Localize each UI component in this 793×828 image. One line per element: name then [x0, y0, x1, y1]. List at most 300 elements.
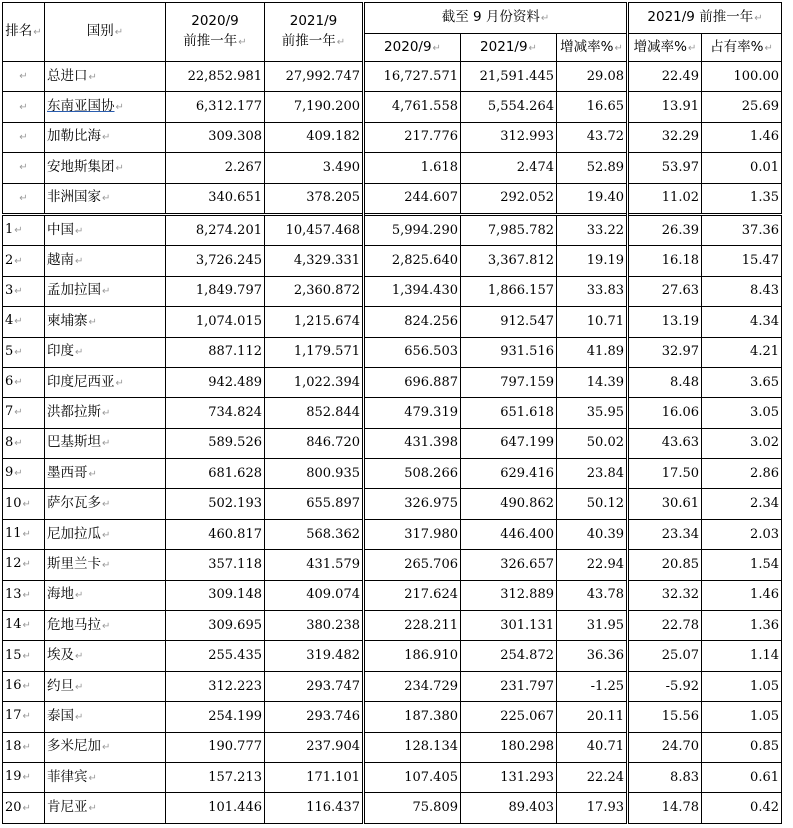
paragraph-mark: ↵	[14, 225, 23, 237]
ytd-change-cell: 19.19	[557, 246, 628, 276]
rank-cell	[3, 641, 45, 671]
rank-value: 14	[5, 617, 22, 633]
country-name-cell	[45, 122, 166, 152]
r-change-cell: 26.39	[628, 214, 702, 245]
paragraph-mark: ↵	[14, 407, 23, 419]
r-change-cell: 22.78	[628, 611, 702, 641]
r-change-cell: 17.50	[628, 459, 702, 489]
country-name: 斯里兰卡	[47, 555, 101, 572]
paragraph-mark: ↵	[22, 498, 31, 510]
country-name: 肯尼亚	[47, 799, 88, 816]
prev-2020-cell: 3,726.245	[166, 246, 265, 276]
summary-row	[3, 183, 782, 214]
ytd-2021-cell: 490.862	[461, 489, 557, 519]
country-name-cell	[45, 214, 166, 245]
r-share-cell: 2.86	[702, 459, 782, 489]
country-name-cell	[45, 246, 166, 276]
rank-value: 13	[5, 586, 22, 602]
prev-2021-cell: 10,457.468	[265, 214, 364, 245]
rank-cell	[3, 519, 45, 549]
rank-value: 16	[5, 678, 22, 693]
country-name-cell	[45, 92, 166, 122]
prev-2020-cell: 1,849.797	[166, 276, 265, 306]
country-row	[3, 519, 782, 549]
summary-row	[3, 92, 782, 122]
country-row	[3, 428, 782, 458]
ytd-2020-cell: 234.729	[364, 671, 461, 701]
paragraph-mark: ↵	[75, 711, 84, 723]
paragraph-mark: ↵	[88, 316, 97, 328]
country-name-cell	[45, 489, 166, 519]
country-row	[3, 459, 782, 489]
country-name: 印度尼西亚	[47, 373, 115, 390]
right-group-header: 2021/9 前推一年↵	[628, 3, 782, 34]
country-name-cell	[45, 762, 166, 792]
prev-2021-cell: 378.205	[265, 183, 364, 214]
ytd-change-cell: 43.72	[557, 122, 628, 152]
prev-2021-cell: 237.904	[265, 732, 364, 762]
header-row-1	[3, 3, 782, 34]
paragraph-mark: ↵	[22, 711, 31, 723]
paragraph-mark: ↵	[22, 681, 31, 692]
ytd-2020-cell: 317.980	[364, 519, 461, 549]
ytd-2021-cell: 912.547	[461, 307, 557, 337]
country-row	[3, 580, 782, 610]
ytd-2021-cell: 797.159	[461, 367, 557, 397]
r-share-cell: 2.03	[702, 519, 782, 549]
r-share-cell: 0.42	[702, 793, 782, 823]
prev-2021-cell: 409.074	[265, 580, 364, 610]
summary-row	[3, 62, 782, 92]
country-name: 柬埔寨	[47, 312, 88, 329]
paragraph-mark: ↵	[88, 468, 97, 480]
prev-2021-cell: 1,215.674	[265, 307, 364, 337]
ytd-2020-cell: 228.211	[364, 611, 461, 641]
prev-2020-cell: 6,312.177	[166, 92, 265, 122]
rank-value: 20	[5, 799, 22, 815]
paragraph-mark: ↵	[14, 346, 23, 358]
r-change-cell: 25.07	[628, 641, 702, 671]
r-change-cell: 43.63	[628, 428, 702, 458]
r-share-cell: 100.00	[702, 62, 782, 92]
rank-value: 4	[5, 313, 14, 329]
country-name-cell	[45, 702, 166, 732]
rank-header: 排名↵	[3, 3, 45, 62]
prev-2020-cell: 312.223	[166, 671, 265, 701]
ytd-group-header: 截至 9 月份资料↵	[364, 3, 628, 34]
prev-2020-cell: 2.267	[166, 153, 265, 183]
r-change-cell: 11.02	[628, 183, 702, 214]
prev-2021-cell: 655.897	[265, 489, 364, 519]
paragraph-mark: ↵	[102, 132, 111, 144]
prev-2020-cell: 887.112	[166, 337, 265, 367]
prev-2020-cell: 681.628	[166, 459, 265, 489]
paragraph-mark: ↵	[102, 529, 111, 541]
ytd-change-cell: 33.83	[557, 276, 628, 306]
ytd-2020-cell: 5,994.290	[364, 214, 461, 245]
paragraph-mark: ↵	[75, 681, 84, 693]
paragraph-mark: ↵	[102, 407, 111, 419]
paragraph-mark: ↵	[75, 651, 84, 663]
paragraph-mark: ↵	[102, 193, 111, 205]
ytd-change-cell: 23.84	[557, 459, 628, 489]
r-change-cell: 14.78	[628, 793, 702, 823]
paragraph-mark: ↵	[22, 741, 31, 753]
country-row	[3, 489, 782, 519]
prev-2020-cell: 734.824	[166, 398, 265, 428]
prev-2021-header: 2021/9 前推一年↵	[265, 3, 364, 62]
r-share-cell: 0.01	[702, 153, 782, 183]
rank-value: 2	[5, 252, 14, 268]
prev-2021-cell: 852.844	[265, 398, 364, 428]
country-name-cell	[45, 732, 166, 762]
prev-2021-cell: 431.579	[265, 550, 364, 580]
ytd-2021-header: 2021/9↵	[461, 34, 557, 62]
prev-2020-cell: 254.199	[166, 702, 265, 732]
rank-cell	[3, 671, 45, 701]
r-share-cell: 0.61	[702, 762, 782, 792]
country-row	[3, 611, 782, 641]
r-share-cell: 15.47	[702, 246, 782, 276]
ytd-2020-cell: 187.380	[364, 702, 461, 732]
r-change-cell: 53.97	[628, 153, 702, 183]
prev-2021-cell: 380.238	[265, 611, 364, 641]
paragraph-mark: ↵	[102, 499, 111, 511]
paragraph-mark: ↵	[88, 803, 97, 815]
ytd-change-cell: 14.39	[557, 367, 628, 397]
paragraph-mark: ↵	[102, 286, 111, 298]
rank-cell	[3, 489, 45, 519]
r-change-cell: 8.48	[628, 367, 702, 397]
country-row	[3, 398, 782, 428]
country-row	[3, 762, 782, 792]
paragraph-mark: ↵	[19, 131, 28, 143]
ytd-change-cell: 35.95	[557, 398, 628, 428]
prev-2021-cell: 1,179.571	[265, 337, 364, 367]
r-change-header: 增减率%↵	[628, 34, 702, 62]
ytd-2020-header: 2020/9↵	[364, 34, 461, 62]
ytd-2021-cell: 931.516	[461, 337, 557, 367]
rank-cell	[3, 793, 45, 823]
prev-2020-cell: 1,074.015	[166, 307, 265, 337]
r-change-cell: -5.92	[628, 671, 702, 701]
prev-2021-cell: 116.437	[265, 793, 364, 823]
ytd-2020-cell: 1,394.430	[364, 276, 461, 306]
prev-2020-cell: 101.446	[166, 793, 265, 823]
ytd-2021-cell: 3,367.812	[461, 246, 557, 276]
rank-value: 1	[5, 222, 14, 238]
country-row	[3, 276, 782, 306]
ytd-2020-cell: 824.256	[364, 307, 461, 337]
country-name-cell	[45, 367, 166, 397]
ytd-2021-cell: 231.797	[461, 671, 557, 701]
prev-2021-cell: 319.482	[265, 641, 364, 671]
r-change-cell: 32.97	[628, 337, 702, 367]
country-name: 菲律宾	[47, 768, 88, 785]
rank-value: 5	[5, 343, 14, 359]
ytd-change-cell: 50.02	[557, 428, 628, 458]
country-name-cell	[45, 183, 166, 214]
ytd-2020-cell: 75.809	[364, 793, 461, 823]
country-name-cell	[45, 641, 166, 671]
rank-cell	[3, 153, 45, 183]
ytd-change-header: 增减率%↵	[557, 34, 628, 62]
paragraph-mark: ↵	[75, 347, 84, 359]
r-share-header: 占有率%↵	[702, 34, 782, 62]
rank-value: 7	[5, 404, 14, 420]
paragraph-mark: ↵	[115, 102, 124, 114]
r-share-cell: 0.85	[702, 732, 782, 762]
country-name: 孟加拉国	[47, 282, 101, 299]
r-share-cell: 37.36	[702, 214, 782, 245]
rank-cell	[3, 398, 45, 428]
country-row	[3, 702, 782, 732]
country-name: 安地斯集团	[47, 158, 115, 175]
paragraph-mark: ↵	[22, 772, 31, 784]
paragraph-mark: ↵	[22, 620, 31, 632]
paragraph-mark: ↵	[19, 71, 28, 83]
ytd-2021-cell: 1,866.157	[461, 276, 557, 306]
ytd-2021-cell: 225.067	[461, 702, 557, 732]
rank-cell	[3, 92, 45, 122]
country-row	[3, 246, 782, 276]
prev-2020-cell: 460.817	[166, 519, 265, 549]
country-name-cell	[45, 62, 166, 92]
country-row	[3, 550, 782, 580]
prev-2020-cell: 357.118	[166, 550, 265, 580]
prev-2021-cell: 7,190.200	[265, 92, 364, 122]
ytd-2021-cell: 254.872	[461, 641, 557, 671]
ytd-2021-cell: 312.993	[461, 122, 557, 152]
rank-cell	[3, 276, 45, 306]
rank-value: 11	[5, 526, 22, 542]
ytd-2020-cell: 107.405	[364, 762, 461, 792]
ytd-2021-cell: 446.400	[461, 519, 557, 549]
prev-2020-cell: 502.193	[166, 489, 265, 519]
country-row	[3, 307, 782, 337]
rank-cell	[3, 337, 45, 367]
r-share-cell: 4.21	[702, 337, 782, 367]
ytd-2020-cell: 128.134	[364, 732, 461, 762]
rank-value: 3	[5, 282, 14, 298]
country-name-cell	[45, 153, 166, 183]
r-change-cell: 30.61	[628, 489, 702, 519]
paragraph-mark: ↵	[19, 101, 28, 113]
rank-cell	[3, 732, 45, 762]
paragraph-mark: ↵	[102, 742, 111, 754]
rank-value: 19	[5, 769, 22, 785]
ytd-2020-cell: 4,761.558	[364, 92, 461, 122]
rank-cell	[3, 611, 45, 641]
country-name: 尼加拉瓜	[47, 525, 101, 542]
r-share-cell: 3.02	[702, 428, 782, 458]
prev-2021-cell: 568.362	[265, 519, 364, 549]
rank-cell	[3, 122, 45, 152]
ytd-2021-cell: 647.199	[461, 428, 557, 458]
country-name: 非洲国家	[47, 189, 101, 206]
ytd-change-cell: 36.36	[557, 641, 628, 671]
prev-2020-cell: 22,852.981	[166, 62, 265, 92]
ytd-2020-cell: 1.618	[364, 153, 461, 183]
rank-cell	[3, 702, 45, 732]
country-name-cell	[45, 428, 166, 458]
paragraph-mark: ↵	[14, 316, 23, 328]
ytd-change-cell: 31.95	[557, 611, 628, 641]
r-share-cell: 25.69	[702, 92, 782, 122]
paragraph-mark: ↵	[88, 772, 97, 784]
country-name: 巴基斯坦	[47, 434, 101, 451]
ytd-2020-cell: 265.706	[364, 550, 461, 580]
ytd-2021-cell: 21,591.445	[461, 62, 557, 92]
summary-row	[3, 153, 782, 183]
prev-2021-cell: 3.490	[265, 153, 364, 183]
country-name: 东南亚国协	[47, 98, 115, 115]
paragraph-mark: ↵	[102, 559, 111, 571]
paragraph-mark: ↵	[88, 71, 97, 83]
rank-cell	[3, 580, 45, 610]
country-name-cell	[45, 337, 166, 367]
ytd-change-cell: 41.89	[557, 337, 628, 367]
country-name: 约旦	[47, 677, 74, 694]
country-name: 中国	[47, 221, 74, 238]
ytd-2020-cell: 696.887	[364, 367, 461, 397]
prev-2020-cell: 309.308	[166, 122, 265, 152]
rank-value: 10	[5, 495, 22, 511]
ytd-2020-cell: 656.503	[364, 337, 461, 367]
paragraph-mark: ↵	[22, 559, 31, 571]
r-change-cell: 13.19	[628, 307, 702, 337]
prev-2020-cell: 309.695	[166, 611, 265, 641]
paragraph-mark: ↵	[75, 590, 84, 602]
ytd-change-cell: 52.89	[557, 153, 628, 183]
r-change-cell: 27.63	[628, 276, 702, 306]
r-share-cell: 8.43	[702, 276, 782, 306]
rank-cell	[3, 459, 45, 489]
paragraph-mark: ↵	[22, 802, 31, 814]
country-name-cell	[45, 398, 166, 428]
rank-cell	[3, 550, 45, 580]
country-name-cell	[45, 459, 166, 489]
paragraph-mark: ↵	[75, 256, 84, 268]
rank-value: 9	[5, 465, 14, 481]
ytd-change-cell: 10.71	[557, 307, 628, 337]
country-name: 印度	[47, 343, 74, 360]
paragraph-mark: ↵	[75, 225, 84, 237]
r-share-cell: 1.36	[702, 611, 782, 641]
ytd-2021-cell: 89.403	[461, 793, 557, 823]
r-change-cell: 8.83	[628, 762, 702, 792]
paragraph-mark: ↵	[115, 377, 124, 389]
country-name-cell	[45, 793, 166, 823]
ytd-2020-cell: 16,727.571	[364, 62, 461, 92]
ytd-2021-cell: 292.052	[461, 183, 557, 214]
prev-2020-cell: 157.213	[166, 762, 265, 792]
prev-2020-cell: 8,274.201	[166, 214, 265, 245]
prev-2021-cell: 293.747	[265, 671, 364, 701]
country-name-cell	[45, 671, 166, 701]
r-share-cell: 2.34	[702, 489, 782, 519]
paragraph-mark: ↵	[22, 589, 31, 601]
r-share-cell: 3.65	[702, 367, 782, 397]
prev-2021-cell: 800.935	[265, 459, 364, 489]
paragraph-mark: ↵	[102, 438, 111, 450]
ytd-2021-cell: 7,985.782	[461, 214, 557, 245]
country-name: 墨西哥	[47, 464, 88, 481]
r-share-cell: 1.35	[702, 183, 782, 214]
r-share-cell: 1.54	[702, 550, 782, 580]
ytd-change-cell: 33.22	[557, 214, 628, 245]
country-name: 海地	[47, 586, 74, 603]
country-name: 埃及	[47, 647, 74, 664]
r-change-cell: 16.18	[628, 246, 702, 276]
rank-cell	[3, 367, 45, 397]
country-name: 洪都拉斯	[47, 403, 101, 420]
rank-value: 8	[5, 434, 14, 450]
prev-2020-cell: 340.651	[166, 183, 265, 214]
paragraph-mark: ↵	[115, 162, 124, 174]
ytd-2020-cell: 244.607	[364, 183, 461, 214]
ytd-2021-cell: 629.416	[461, 459, 557, 489]
r-change-cell: 32.29	[628, 122, 702, 152]
ytd-change-cell: 40.71	[557, 732, 628, 762]
summary-row	[3, 122, 782, 152]
country-name: 危地马拉	[47, 616, 101, 633]
ytd-2021-cell: 312.889	[461, 580, 557, 610]
rank-value: 18	[5, 738, 22, 754]
r-share-cell: 1.05	[702, 671, 782, 701]
paragraph-mark: ↵	[14, 285, 23, 297]
ytd-change-cell: 17.93	[557, 793, 628, 823]
country-row	[3, 671, 782, 701]
country-name-cell	[45, 276, 166, 306]
country-name-cell	[45, 550, 166, 580]
country-name: 加勒比海	[47, 128, 101, 145]
ytd-2021-cell: 2.474	[461, 153, 557, 183]
ytd-change-cell: 22.94	[557, 550, 628, 580]
ytd-2020-cell: 2,825.640	[364, 246, 461, 276]
rank-value: 17	[5, 708, 22, 724]
ytd-2020-cell: 217.776	[364, 122, 461, 152]
paragraph-mark: ↵	[19, 162, 28, 174]
country-name-cell	[45, 519, 166, 549]
r-change-cell: 32.32	[628, 580, 702, 610]
ytd-2021-cell: 326.657	[461, 550, 557, 580]
rank-cell	[3, 183, 45, 214]
ytd-2020-cell: 431.398	[364, 428, 461, 458]
r-change-cell: 22.49	[628, 62, 702, 92]
prev-2021-cell: 1,022.394	[265, 367, 364, 397]
ytd-change-cell: 16.65	[557, 92, 628, 122]
ytd-2021-cell: 180.298	[461, 732, 557, 762]
ytd-2021-cell: 651.618	[461, 398, 557, 428]
r-share-cell: 4.34	[702, 307, 782, 337]
prev-2020-cell: 589.526	[166, 428, 265, 458]
ytd-2020-cell: 186.910	[364, 641, 461, 671]
r-change-cell: 23.34	[628, 519, 702, 549]
paragraph-mark: ↵	[14, 377, 23, 389]
prev-2020-cell: 190.777	[166, 732, 265, 762]
rank-cell	[3, 307, 45, 337]
prev-2020-header: 2020/9 前推一年↵	[166, 3, 265, 62]
prev-2021-cell: 171.101	[265, 762, 364, 792]
rank-value: 6	[5, 374, 14, 390]
paragraph-mark: ↵	[19, 192, 28, 204]
paragraph-mark: ↵	[102, 620, 111, 632]
r-share-cell: 1.46	[702, 580, 782, 610]
prev-2021-cell: 4,329.331	[265, 246, 364, 276]
ytd-2020-cell: 508.266	[364, 459, 461, 489]
country-name-cell	[45, 580, 166, 610]
